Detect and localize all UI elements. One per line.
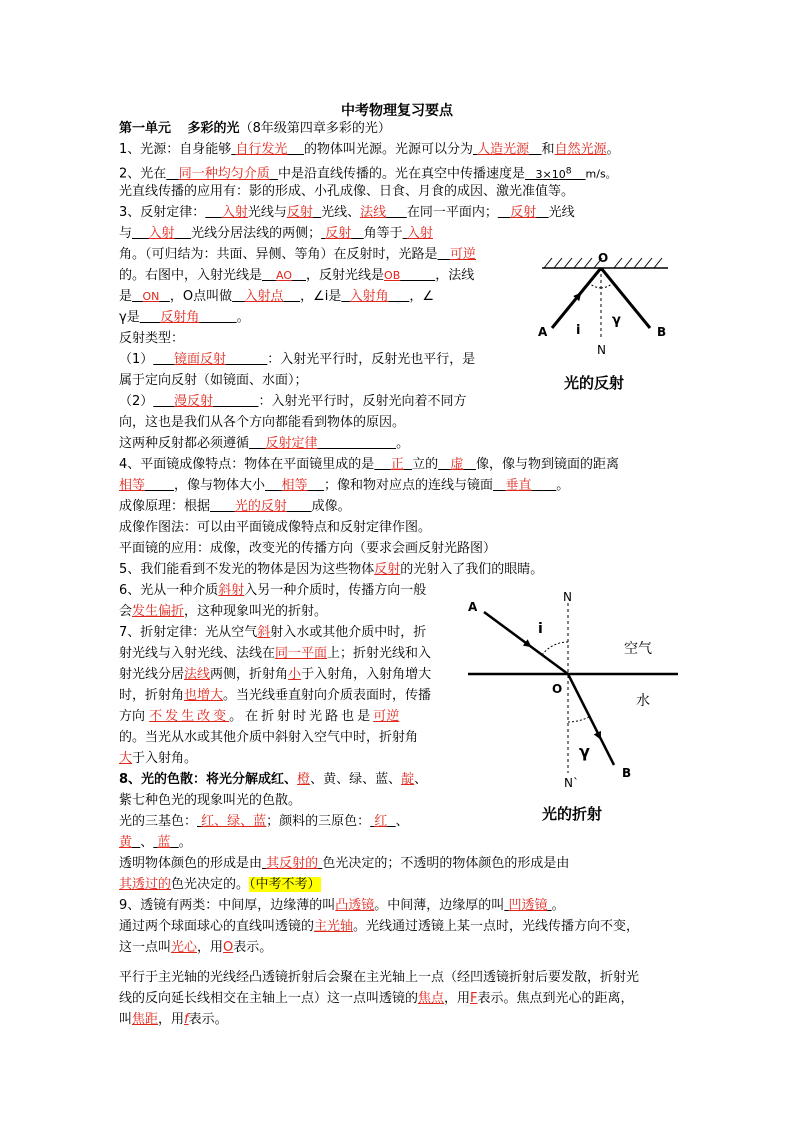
label-i: i [538, 621, 543, 637]
text: 。当光线垂直射向介质表面时，传播 [223, 688, 432, 703]
text: 和 [541, 142, 555, 157]
text: 9、透镜有两类：中间厚，边缘薄的叫 [119, 898, 336, 913]
text: ：入射光平行时，反射光向着不同方 [258, 394, 467, 409]
line-21 [119, 560, 543, 580]
answer: 光的反射 [234, 499, 287, 514]
blank [360, 205, 407, 220]
line-25 [119, 644, 431, 664]
line-13 [119, 392, 466, 412]
line-24 [119, 623, 426, 643]
answer: 法线 [184, 667, 211, 682]
text: 于入射角，入射角增大 [301, 667, 432, 682]
reflection-angle-arc [601, 283, 613, 288]
text: 6、光从一种介质 [119, 583, 219, 598]
text: 。 [178, 835, 192, 850]
answer: 反射角 [160, 310, 200, 325]
text: 。 [396, 436, 410, 451]
label-b: B [622, 766, 632, 780]
reflected-ray [601, 268, 650, 328]
answer: 同一种均匀介质 [178, 166, 270, 182]
text: 于入射角。 [132, 751, 198, 766]
text: ，像与物体大小 [173, 478, 265, 493]
blank [153, 352, 267, 367]
answer: 凸透镜 [335, 898, 375, 913]
text: 在同一平面内； [406, 205, 498, 220]
line-14 [119, 413, 405, 433]
line-7 [119, 266, 474, 286]
answer: 垂直 [505, 478, 532, 493]
answer: 橙 [297, 772, 311, 787]
text: 的。右图中，入射光线是 [119, 268, 263, 283]
text: 、黄、绿、蓝、 [310, 772, 402, 787]
answer: 反射 [325, 226, 352, 241]
label-water: 水 [636, 693, 650, 709]
line-35 [119, 854, 569, 874]
text: 平面镜的应用：成像，改变光的传播方向（要求会画反射光路图） [119, 541, 497, 556]
text: 、 [414, 772, 428, 787]
label-n-top: N [563, 590, 572, 604]
line-22 [119, 581, 426, 601]
answer: AO [276, 269, 293, 282]
label-i: i [576, 323, 581, 338]
blank [438, 457, 476, 472]
text: ；颜料的三原色： [266, 814, 371, 829]
label-gamma: γ [579, 742, 590, 761]
text: ，法线 [435, 268, 475, 283]
line-18 [119, 497, 351, 517]
reflection-diagram [530, 248, 680, 398]
label-n: N [597, 343, 606, 357]
answer: OB [384, 269, 401, 282]
text: 。 [551, 898, 565, 913]
text: 2、光在 [119, 166, 167, 182]
text: （1） [119, 352, 154, 367]
text: 与 [119, 226, 133, 241]
blank [153, 394, 258, 409]
blank [210, 499, 312, 514]
blank [231, 142, 304, 157]
text: 色光决定的。 [171, 877, 250, 892]
answer: 可逆 [449, 247, 476, 262]
answer: 斜 [257, 625, 271, 640]
blank [473, 142, 542, 157]
text: 角等于 [363, 226, 403, 241]
blank [525, 165, 586, 181]
blank [265, 478, 324, 493]
blank [438, 247, 476, 262]
text: 表示。 [233, 940, 273, 955]
text: 叫 [119, 1012, 133, 1027]
answer: 人造光源 [477, 142, 530, 157]
speed-exponent: 8 [565, 165, 572, 176]
blank [232, 289, 300, 304]
answer: 其反射的 [266, 856, 319, 871]
answer: 同一平面 [275, 646, 328, 661]
line-9 [119, 308, 250, 328]
text: 成像作图法：可以由平面镜成像特点和反射定律作图。 [119, 520, 432, 535]
text: 4、平面镜成像特点：物体在平面镜里成的是 [119, 457, 375, 472]
text: 成像。 [311, 499, 351, 514]
line-4 [119, 203, 575, 223]
line-38 [119, 917, 639, 937]
text: 像，像与物到镜面的距离 [475, 457, 619, 472]
refracted-arrow [594, 726, 600, 738]
text: 1、光源：自身能够 [119, 142, 232, 157]
answer: 凹透镜 [508, 898, 548, 913]
text: 色光决定的；不透明的物体颜色的形成是由 [322, 856, 570, 871]
line-2 [119, 161, 617, 181]
answer: 也增大 [184, 688, 224, 703]
text: 通过两个球面球心的直线叫透镜的 [119, 919, 315, 934]
text: ，O点叫做 [169, 289, 233, 304]
text: 入另一种介质时，传播方向一般 [244, 583, 427, 598]
exam-note-highlight: （中考不考） [249, 877, 321, 892]
line-15 [119, 434, 409, 454]
text: 光线 [548, 205, 575, 220]
label-b: B [657, 325, 667, 339]
line-23 [119, 602, 327, 622]
answer: 镜面反射 [173, 352, 226, 367]
answer: 光心 [171, 940, 198, 955]
line-12 [119, 371, 308, 391]
answer: 红 [374, 814, 388, 829]
line-8 [119, 287, 434, 307]
text: 会 [119, 604, 133, 619]
label-o: O [552, 682, 563, 696]
text: （2） [119, 394, 154, 409]
text: 。光线通过透镜上某一点时，光线传播方向不变， [353, 919, 640, 934]
unit-name: 多彩的光 [187, 121, 240, 136]
refraction-caption: 光的折射 [542, 805, 603, 823]
answer: 不发生改变 [149, 709, 230, 724]
blank [321, 226, 364, 241]
blank [140, 310, 237, 325]
text: 方向 [119, 709, 146, 724]
answer: 入射角 [349, 289, 389, 304]
answer: 入射 [148, 226, 175, 241]
line-10 [119, 329, 184, 349]
answer: 入射 [406, 226, 433, 241]
text: 线的反向延长线相交在主轴上一点）这一点叫透镜的 [119, 991, 419, 1006]
line-30 [119, 749, 197, 769]
text: 、 [140, 835, 154, 850]
label-o: O [598, 251, 609, 265]
text: 的。当光从水或其他介质中斜射入空气中时，折射角 [119, 730, 419, 745]
text: ，反射光线是 [306, 268, 385, 283]
answer: 入射 [221, 205, 248, 220]
blank [493, 478, 556, 493]
unit-label: 第一单元 [119, 121, 172, 136]
blank [249, 436, 396, 451]
blank [119, 478, 174, 493]
answer: 焦距 [132, 1012, 159, 1027]
text: 上；折射光线和入 [327, 646, 432, 661]
incident-arrow [570, 294, 580, 306]
answer: 蓝 [157, 835, 171, 850]
answer: 反射 [286, 205, 313, 220]
blank [205, 205, 248, 220]
blank [341, 289, 409, 304]
line-17 [119, 476, 569, 496]
answer: 入射点 [244, 289, 284, 304]
text: 。在折射时光路也是 [229, 709, 374, 724]
refraction-angle-arc [568, 717, 589, 722]
line-3 [119, 182, 574, 202]
answer: 相等 [281, 478, 308, 493]
text: ，∠i是 [300, 289, 342, 304]
answer: 焦点 [418, 991, 445, 1006]
text: 反射类型： [119, 331, 185, 346]
blank [504, 898, 551, 913]
blank [403, 226, 433, 241]
blank [132, 290, 170, 303]
answer: 黄 [119, 835, 133, 850]
reflection-caption: 光的反射 [564, 374, 625, 392]
answer: O [223, 940, 234, 955]
line-37 [119, 896, 565, 916]
text: 。 [236, 310, 250, 325]
incident-arrow [518, 637, 530, 646]
text: 表示。 [188, 1012, 228, 1027]
text: 光线与 [247, 205, 287, 220]
text: 属于定向反射（如镜面、水面）； [119, 373, 308, 388]
refraction-diagram [458, 585, 688, 830]
line-16 [119, 455, 619, 475]
text: ，这种现象叫光的折射。 [184, 604, 328, 619]
text: 。中间薄，边缘厚的叫 [374, 898, 505, 913]
text: 平行于主光轴的光线经凸透镜折射后会聚在主光轴上一点（经凹透镜折射后要发散，折射光 [119, 970, 640, 985]
blank [197, 814, 266, 829]
answer: 靛 [401, 772, 415, 787]
line-26 [119, 665, 431, 685]
blank [498, 205, 549, 220]
text: 光直线传播的应用有：影的形成、小孔成像、日食、月食的成因、激光准值等。 [119, 184, 575, 199]
text: 射入水或其他介质中时，折 [270, 625, 427, 640]
line-6 [119, 245, 476, 265]
blank [384, 269, 435, 282]
text: 成像原理：根据 [119, 499, 211, 514]
answer: 自行发光 [235, 142, 288, 157]
text: 7、折射定律：光从空气 [119, 625, 258, 640]
speed-value: 3×10 [535, 167, 566, 181]
answer: 红、绿、蓝 [201, 814, 267, 829]
line-28 [119, 707, 399, 727]
line-27 [119, 686, 431, 706]
line-5 [119, 224, 433, 244]
answer: 反射 [374, 562, 401, 577]
blank [262, 269, 306, 282]
blank [153, 835, 178, 850]
text: γ是 [119, 310, 140, 325]
blank [287, 205, 321, 220]
text: ，用 [444, 991, 471, 1006]
answer: 其透过的 [119, 877, 172, 892]
answer: 反射 [510, 205, 537, 220]
blank [374, 457, 412, 472]
answer: 发生偏折 [132, 604, 185, 619]
refracted-ray [568, 674, 614, 765]
text: 。 [556, 478, 570, 493]
line-34 [119, 833, 192, 853]
text: 。 [606, 142, 620, 157]
incidence-angle-arc [542, 642, 568, 655]
line-11 [119, 350, 475, 370]
text: 透明物体颜色的形成是由 [119, 856, 263, 871]
line-33 [119, 812, 409, 832]
blank [166, 167, 278, 182]
answer: 虚 [450, 457, 464, 472]
text: 中是沿直线传播的。光在真空中传播速度是 [277, 166, 525, 182]
blank [370, 814, 395, 829]
answer: 正 [390, 457, 404, 472]
text: 角。（可归结为：共面、异侧、等角）在反射时，光路是 [119, 247, 438, 262]
label-a: A [468, 600, 478, 614]
text: 5、我们能看到不发光的物体是因为这些物体 [119, 562, 375, 577]
answer: ON [142, 290, 160, 303]
blank [119, 835, 140, 850]
line-29 [119, 728, 418, 748]
answer: 斜射 [218, 583, 245, 598]
line-31 [119, 770, 427, 790]
text: ，用 [197, 940, 224, 955]
line-36 [119, 875, 321, 895]
text: ：入射光平行时，反射光也平行，是 [267, 352, 476, 367]
text: ，用 [158, 1012, 185, 1027]
label-gamma: γ [612, 313, 621, 328]
answer: F [470, 991, 478, 1006]
answer: 法线 [360, 205, 387, 220]
answer: 相等 [119, 478, 146, 493]
text: 是 [119, 289, 133, 304]
answer: 自然光源 [554, 142, 607, 157]
label-air: 空气 [624, 641, 652, 657]
text: 立的 [412, 457, 439, 472]
text: 8、光的色散：将光分解成红、 [119, 772, 298, 787]
answer: 漫反射 [173, 394, 213, 409]
blank [262, 856, 322, 871]
text: 时，折射角 [119, 688, 185, 703]
answer: f [184, 1012, 189, 1027]
line-19 [119, 518, 431, 538]
text: 3、反射定律： [119, 205, 206, 220]
text: 紫七种色光的现象叫光的色散。 [119, 793, 302, 808]
text: ；像和物对应点的连线与镜面 [324, 478, 494, 493]
text: 光的三基色： [119, 814, 198, 829]
label-a: A [538, 325, 548, 339]
answer: 主光轴 [314, 919, 354, 934]
text: 、 [395, 814, 409, 829]
unit-note: （8年级第四章多彩的光） [239, 121, 391, 136]
text: 的物体叫光源。光源可以分为 [303, 142, 473, 157]
text: 这一点叫 [119, 940, 172, 955]
text: 这两种反射都必须遵循 [119, 436, 250, 451]
line-1 [119, 140, 620, 160]
text: 的光射入了我们的眼睛。 [400, 562, 544, 577]
incident-angle-arc [589, 283, 601, 288]
speed-unit: m/s。 [585, 167, 617, 181]
text: 两侧，折射角 [210, 667, 289, 682]
document-title: 中考物理复习要点 [341, 103, 453, 119]
text: ，∠ [409, 289, 434, 304]
line-40 [119, 968, 639, 988]
text: 向，这也是我们从各个方向都能看到物体的原因。 [119, 415, 406, 430]
text: 光线分居法线的两侧； [191, 226, 322, 241]
answer: 可逆 [373, 709, 400, 724]
line-32 [119, 791, 301, 811]
unit-heading [119, 119, 391, 139]
line-42 [119, 1010, 228, 1030]
text: 射光线分居 [119, 667, 185, 682]
line-39 [119, 938, 272, 958]
line-41 [119, 989, 634, 1009]
line-20 [119, 539, 496, 559]
blank [132, 226, 191, 241]
answer: 反射定律 [265, 436, 318, 451]
label-n-bottom: N` [564, 776, 579, 790]
answer: 小 [288, 667, 302, 682]
text: 光线、 [321, 205, 361, 220]
text: 表示。焦点到光心的距离， [477, 991, 634, 1006]
text: 射光线与入射光线、法线在 [119, 646, 276, 661]
answer: 大 [119, 751, 133, 766]
